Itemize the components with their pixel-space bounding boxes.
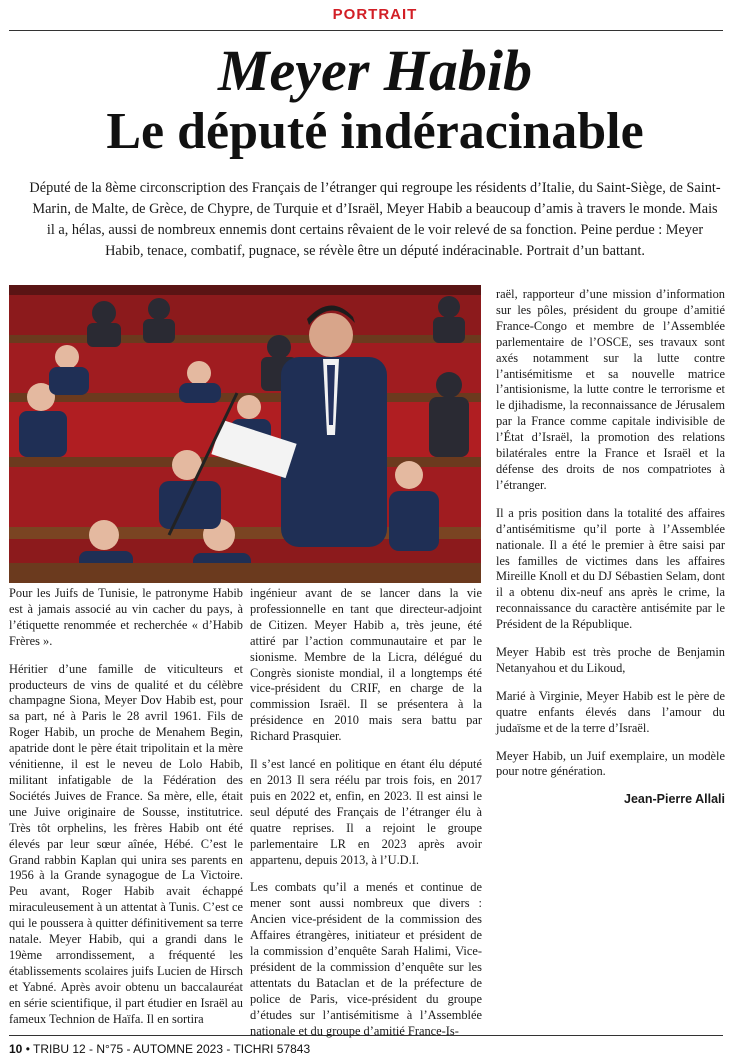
paragraph: Meyer Habib, un Juif exemplaire, un modèle pour notre génération. [496, 748, 725, 779]
paragraph: Héritier d’une famille de viticulteurs et producteurs de vins de qualité et du célèbre champagne Siona, Meyer Dov Habib est, pour sa part, né à Paris le 28 avril 1961. Fils de Roger Habib, un proche de Menahem Begin, apatride dont le père était tripolitain et la mère vénitienne, il est le neveu de Lolo Habib, militant infatigable de la Fédération des Sociétés Juives de France. Sa mère, elle, était une Juive originaire de Sousse, institutrice. Très tôt orphelins, les frères Habib ont été élevés par leur sœur aînée, Hébé. C’est le Grand rabbin Kaplan qui unira ses parents en 1956 à la Grande synagogue de La Victoire. Peu avant, Roger Habib avait échappé miraculeusement à un attentat à Tunis. C’est ce qui le poussera à quitter définitivement sa terre natale. Meyer Habib, qui a grandi dans le 19ème arrondissement, a fréquenté les établissements scolaires juifs Lucien de Hirsch et Yabné. Après avoir obtenu un baccalauréat en série scientifique, il part étudier en Israël au fameux Technion de Haïfa. Il en sortira [9, 661, 243, 1026]
article-title: Meyer Habib [217, 38, 533, 103]
article-column-3 [496, 287, 725, 808]
top-divider [9, 30, 723, 31]
page-number: 10 [9, 1042, 23, 1056]
paragraph: Meyer Habib est très proche de Benjamin Netanyahou et du Likoud, [496, 645, 725, 675]
paragraph: Il a pris position dans la totalité des affaires d’antisémitisme qu’il porte à l’Assemblée nationale. Il a été le premier à être saisi par les familles de victimes dans les affaires Mireille Knoll et du DJ Sébastien Selam, dont il a obtenu dix-neuf ans après le crime, la reconnaissance du caractère antisémite par le Président de la République. [496, 505, 725, 632]
paragraph: Marié à Virginie, Meyer Habib est le père de quatre enfants élevés dans l’amour du judaïsme et de la terre d’Israël. [496, 688, 725, 735]
paragraph: Pour les Juifs de Tunisie, le patronyme Habib est à jamais associé au vin cacher du pays, à l’étiquette renommée et recherchée « d’Habib Frères ». [9, 586, 243, 648]
author-signature: Jean-Pierre Allali [624, 792, 725, 807]
paragraph: ingénieur avant de se lancer dans la vie professionnelle en tant que directeur-adjoint de Citizen. Meyer Habib a, très jeune, été attiré par l’action communautaire et par le sionisme. Membre de la Licra, délégué du Congrès sioniste mondial, il a longtemps été vice-président du CRIF, en charge de la commission Israël. Il se présentera à la présidence en 2010 mais sera battu par Richard Prasquier. [250, 586, 482, 744]
page-footer [9, 1042, 310, 1056]
footer-publication: • TRIBU 12 - N°75 - AUTOMNE 2023 - TICHRI 57843 [25, 1042, 311, 1056]
parliament-photo-illustration [9, 285, 481, 583]
section-rubric: PORTRAIT [332, 6, 418, 23]
article-column-2 [250, 586, 482, 1051]
article-lead: Député de la 8ème circonscription des Français de l’étranger qui regroupe les résidents d’Italie, du Saint-Siège, de Saint-Marin, de Malte, de Grèce, de Chypre, de Turquie et d’Israël, Meyer Habib a beaucoup d’amis à travers le monde. Mais il a, hélas, aussi de nombreux ennemis dont certains rêvaient de le voir relevé de sa fonction. Peine perdue : Meyer Habib, tenace, combatif, pugnace, se révèle être un député indéracinable. Portrait d’un battant. [29, 180, 721, 259]
paragraph: Il s’est lancé en politique en étant élu député en 2013 Il sera réélu par trois fois, en 2017 puis en 2022 et, enfin, en 2023. Il est ainsi le seul député des Français de l’étranger élu à quatre reprises. Il a rejoint le groupe parlementaire LR en 2023 après avoir appartenu, depuis 2013, à l’U.D.I. [250, 757, 482, 867]
paragraph: Les combats qu’il a menés et continue de mener sont aussi nombreux que divers : Ancien vice-président de la commission des Affaires étrangères, initiateur et président de la commission d’enquête Sarah Halimi, Vice-président de la commission d’enquête sur les attentats du Bataclan et de la préfecture de police de Paris, vice-président du groupe d’études sur l’antisémitisme à l’Assemblée nationale et du groupe d’amitié France-Is- [250, 880, 482, 1038]
article-subtitle: Le député indéracinable [106, 103, 644, 160]
article-photo [9, 285, 481, 583]
paragraph: raël, rapporteur d’une mission d’information sur les pôles, président du groupe d’amitié France-Congo et membre de l’Assemblée parlementaire de l’OSCE, ses travaux sont axés notamment sur la lutte contre l’antisémitisme et sa nouvelle matrice l’antisionisme, la lutte contre le terrorisme et le djihadisme, la reconnaissance de Jérusalem par la France comme capitale indivisible de l’État d’Israël, la promotion des relations bilatérales entre la France et Israël et la défense des droits de nos compatriotes à l’étranger. [496, 287, 725, 492]
article-column-1 [9, 586, 243, 1039]
bottom-divider [9, 1035, 723, 1036]
